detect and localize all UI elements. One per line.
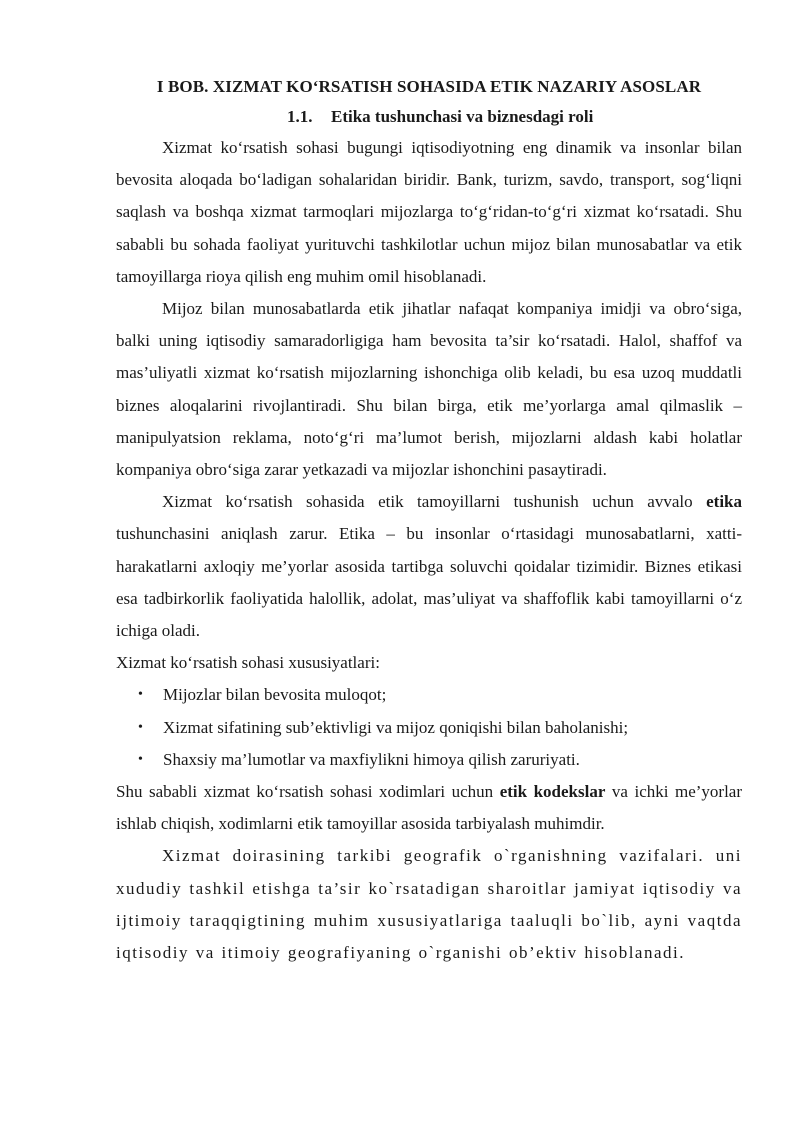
section-number: 1.1. [287,107,313,126]
features-list [116,679,742,776]
paragraph-text: va ichki me’yorlar ishlab chiqish, xodimlarni etik tamoyillar asosida tarbiyalash muhimdir. [116,782,742,834]
paragraph-text: tushunchasini aniqlash zarur. Etika – bu insonlar o‘rtasidagi munosabatlarni, xatti-harakatlarni axloqiy me’yorlar asosida tartibga soluvchi qoidalar tizimidir. Biznes etikasi esa tadbirkorlik faoliyatida halollik, adolat, mas’uliyat va shaffoflik kabi tamoyillarni o‘z ichiga oladi. [116,524,742,641]
list-item [138,679,742,711]
document-page [116,72,742,969]
bullet-icon: • [138,719,143,735]
paragraph-text: Xizmat ko‘rsatish sohasida etik tamoyillarni tushunish uchun avvalo [162,492,707,512]
bold-term-etik-kodekslar: etik kodekslar [499,782,606,802]
section-heading [116,102,742,132]
paragraph-text: Shu sababli xizmat ko‘rsatish sohasi xodimlari uchun [116,782,500,802]
paragraph-ethics-codes [116,776,742,840]
list-item [138,744,742,776]
bold-term-etika: etika [706,492,742,512]
list-item-text: Shaxsiy ma’lumotlar va maxfiylikni himoya qilish zaruriyati. [163,749,580,769]
bullet-icon: • [138,687,143,703]
list-item [138,712,742,744]
paragraph-intro: Xizmat ko‘rsatish sohasi bugungi iqtisodiyotning eng dinamik va insonlar bilan bevosita aloqada bo‘ladigan sohalaridan biridir. Bank, turizm, savdo, transport, sog‘liqni saqlash va boshqa xizmat tarmoqlari mijozlarga to‘g‘ridan-to‘g‘ri xizmat ko‘rsatadi. Shu sababli bu sohada faoliyat yurituvchi tashkilotlar uchun mijoz bilan munosabatlar va etik tamoyillarga rioya qilish eng muhim omil hisoblanadi. [116,138,742,286]
paragraph-ethics-definition [116,486,742,647]
list-item-text: Mijozlar bilan bevosita muloqot; [163,685,387,705]
features-heading: Xizmat ko‘rsatish sohasi xususiyatlari: [116,653,380,673]
paragraph-geography: Xizmat doirasining tarkibi geografik o`rganishning vazifalari. uni xududiy tashkil etishga ta’sir ko`rsatadigan sharoitlar jamiyat iqtisodiy va ijtimoiy taraqqigtining muhim xususiyatlariga taaluqli bo`lib, ayni vaqtda iqtisodiy va itimoiy geografiyaning o`rganishi ob’ektiv hisoblanadi. [116,846,742,963]
paragraph-ethics-impact: Mijoz bilan munosabatlarda etik jihatlar nafaqat kompaniya imidji va obro‘siga, balki uning iqtisodiy samaradorligiga ham bevosita ta’sir ko‘rsatadi. Halol, shaffof va mas’uliyatli xizmat ko‘rsatish mijozlarning ishonchiga olib keladi, bu esa uzoq muddatli biznes aloqalarini rivojlantiradi. Shu bilan birga, etik me’yorlarga amal qilmaslik – manipulyatsion reklama, noto‘g‘ri ma’lumot berish, mijozlarni aldash kabi holatlar kompaniya obro‘siga zarar yetkazadi va mijozlar ishonchini pasaytiradi. [116,299,742,480]
list-item-text: Xizmat sifatining sub’ektivligi va mijoz qoniqishi bilan baholanishi; [163,717,629,737]
bullet-icon: • [138,751,143,767]
chapter-title: I BOB. XIZMAT KO‘RSATISH SOHASIDA ETIK NAZARIY ASOSLAR [156,77,702,96]
section-title: Etika tushunchasi va biznesdagi roli [331,107,594,126]
